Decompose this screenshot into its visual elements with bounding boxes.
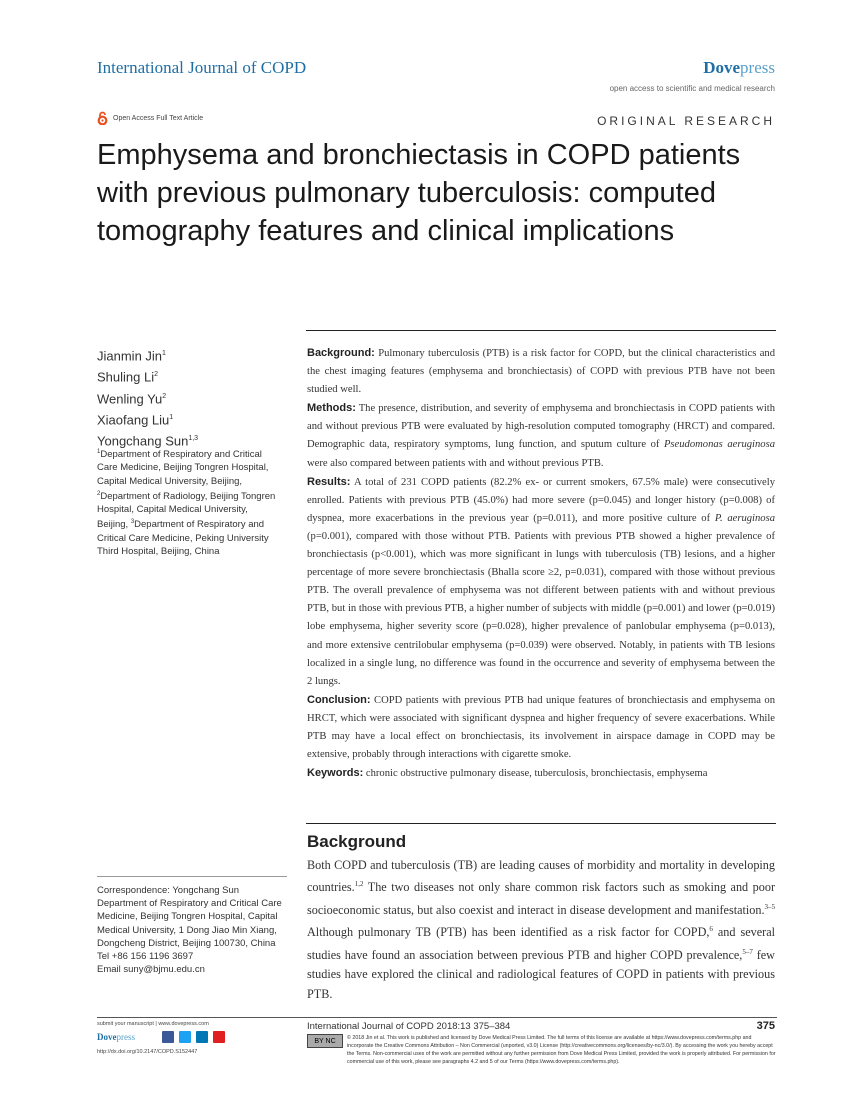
social-links [162,1031,225,1043]
footer-publisher-logo[interactable]: Dovepress [97,1032,135,1042]
background-paragraph: Both COPD and tuberculosis (TB) are leading causes of morbidity and mortality in developing countries.$^{1,2}$ The two diseases not only share common risk factors such as smoking and poor socioeconomic status, but also coexist and interact in disease development and manifestation.$^{3-5}$ Although pulmonary TB (PTB) has been identified as a risk factor for COPD,$^6$ and several studies have found an association between previous PTB and higher COPD prevalence,$^{5-7}$ few studies have explored the clinical and radiological features of COPD in patients with previous PTB. [307,858,775,1001]
article-title: Emphysema and bronchiectasis in COPD patients with previous pulmonary tuberculosis: computed tomography features and clinical implications [97,139,741,247]
citation: International Journal of COPD 2018:13 375–384 [307,1021,511,1032]
author: Shuling Li$^2$ [97,369,159,385]
section-rule [306,823,776,824]
abstract-background: Background: Pulmonary tuberculosis (PTB) is a risk factor for COPD, but the clinical characteristics and the chest imaging features (emphysema and bronchiectasis) of COPD with previous PTB have not been studied well. [307,347,775,396]
doi-link[interactable]: http://dx.doi.org/10.2147/COPD.S152447 [97,1049,198,1055]
abstract-top-rule [306,330,776,331]
open-access-row [97,111,203,125]
author: Wenling Yu$^2$ [97,390,167,406]
abstract-results: Results: A total of 231 COPD patients (82.2% ex- or current smokers, 67.5% male) were consecutively enrolled. Patients with previous PTB (45.0%) had more severe (p=0.045) and longer history (p=0.008) of dyspnea, more exacerbations in the previous year (p=0.011), and more positive culture of P. aeruginosa (p=0.001), compared with those without PTB. Patients with previous PTB showed a higher prevalence of bronchiectasis (p<0.001), which was more significant in lungs with tuberculosis (TB) lesions, and a higher percentage of more severe bronchiectasis (Bhalla score ≥2, p=0.031), compared with those without previous PTB. The overall prevalence of emphysema was not different between patients with and without previous PTB, but in those with previous PTB, a higher number of subjects with middle (p=0.001) and lower (p=0.019) lobe emphysema, higher severity score (p=0.028), higher prevalence of panlobular emphysema (p=0.013), and more extensive centrilobular emphysema (p=0.039) were observed. Notably, in patients with TB lesions localized in a single lung, no difference was found in the occurrence and severity of emphysema between the 2 lungs. [307,475,776,687]
article-type: ORIGINAL RESEARCH [597,114,775,128]
author-list [97,344,198,451]
publisher-tagline: open access to scientific and medical research [609,84,775,93]
correspondence-email[interactable]: Email suny@bjmu.edu.cn [97,964,205,976]
correspondence-tel: Tel +86 156 1196 3697 [97,951,194,963]
abstract-conclusion: Conclusion: COPD patients with previous PTB had unique features of bronchiectasis and emphysema on HRCT, which were associated with significant dyspnea and higher frequency of severe exacerbations. While PTB may have a local effect on bronchiectasis, its involvement in airspace damage in COPD may be extensive, probably through interactions with cigarette smoke. [307,693,775,761]
creative-commons-icon[interactable]: BY NC [307,1034,343,1048]
publisher-logo-part1: Dove [703,58,741,77]
abstract-methods: Methods: The presence, distribution, and severity of emphysema and bronchiectasis in COPD patients with and without previous PTB were evaluated by high-resolution computed tomography (HRCT) and compared. Demographic data, respiratory symptoms, lung function, and sputum culture of Pseudomonas aeruginosa were also compared between patients with and without previous PTB. [307,402,775,469]
publisher-logo[interactable] [703,58,775,78]
abstract-keywords: Keywords: chronic obstructive pulmonary disease, tuberculosis, bronchiectasis, emphysema [307,767,708,780]
author: Yongchang Sun$^{1,3}$ [97,433,199,449]
footer-rule [97,1017,777,1018]
open-access-lock-icon [97,111,108,125]
open-access-label: Open Access Full Text Article [113,114,204,122]
page-number: 375 [756,1020,775,1032]
correspondence-name: Correspondence: Yongchang Sun [97,885,240,896]
twitter-icon[interactable] [179,1031,191,1043]
author: Jianmin Jin$^1$ [97,348,166,364]
author: Xiaofang Liu$^1$ [97,412,174,428]
correspondence [97,884,292,976]
correspondence-rule [97,876,287,877]
affiliations: $^1$Department of Respiratory and Critical Care Medicine, Beijing Tongren Hospital, Capital Medical University, Beijing, $^2$Department of Radiology, Beijing Tongren Hospital, Capital Medical University, Beijing, $^3$Department of Respiratory and Critical Care Medicine, Peking University Third Hospital, Beijing, China [97,449,276,557]
facebook-icon[interactable] [162,1031,174,1043]
submit-manuscript-link[interactable]: submit your manuscript | www.dovepress.com [97,1021,209,1027]
linkedin-icon[interactable] [196,1031,208,1043]
abstract [307,344,775,783]
youtube-icon[interactable] [213,1031,225,1043]
license-text: © 2018 Jin et al. This work is published and licensed by Dove Medical Press Limited. The full terms of this license are available at https://www.dovepress.com/terms.php and incorporate the Creative Commons Attribution – Non Commercial (unported, v3.0) License (http://creativecommons.org/licenses/by-nc/3.0/). By accessing the work you hereby accept the Terms. Non-commercial uses of the work are permitted without any further permission from Dove Medical Press Limited, provided the work is properly attributed. For permission for commercial use of this work, please see paragraphs 4.2 and 5 of our Terms (https://www.dovepress.com/terms.php). [347,1035,776,1065]
correspondence-address: Department of Respiratory and Critical Care Medicine, Beijing Tongren Hospital, Capital Medical University, 1 Dong Jiao Min Xiang, Dongcheng District, Beijing 100730, China [97,898,282,949]
publisher-logo-part2: press [740,58,775,77]
journal-name: International Journal of COPD [97,58,307,77]
section-heading-background: Background [307,832,407,851]
